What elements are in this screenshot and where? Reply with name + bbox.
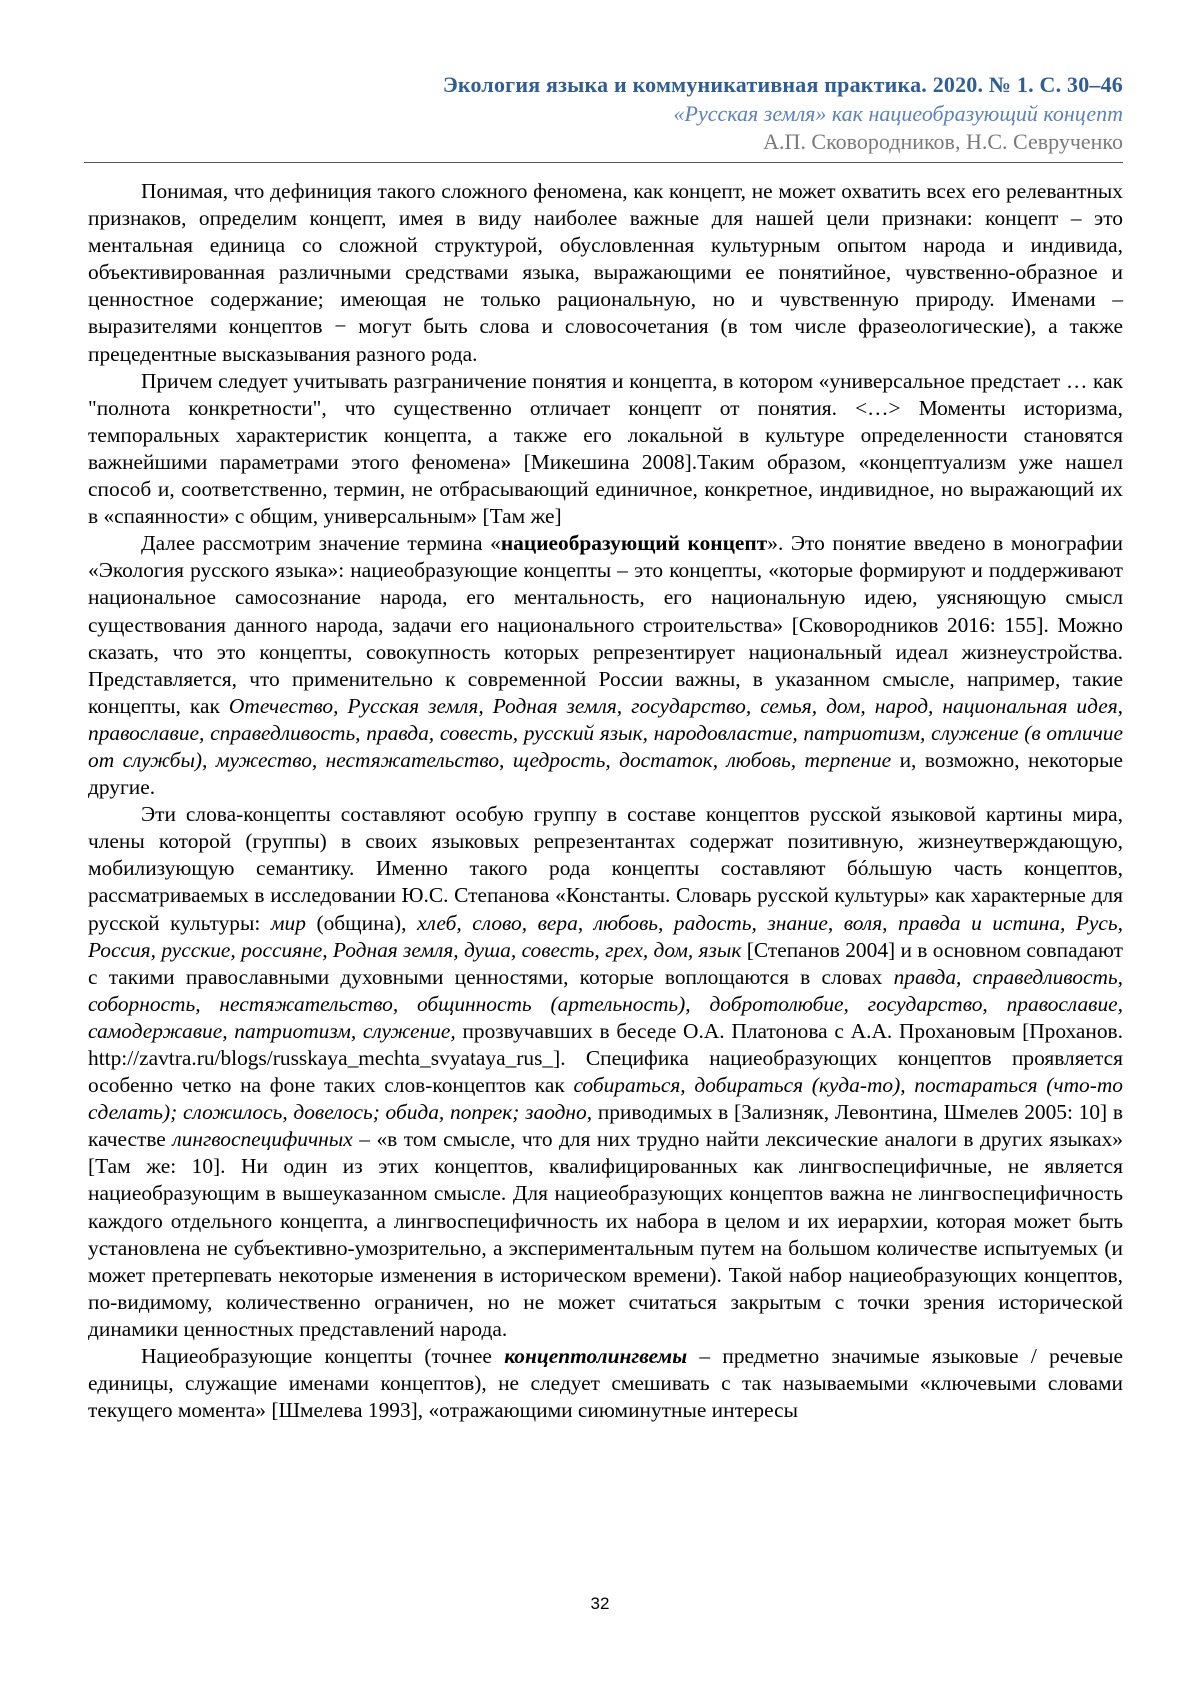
emphasized-term: концептолингвемы — [504, 1344, 688, 1369]
article-title: «Русская земля» как нациеобразующий концепт — [673, 101, 1123, 126]
text-run: (община), — [305, 910, 418, 935]
body-paragraph — [88, 530, 1123, 801]
text-run: Нациеобразующие концепты (точнее — [141, 1344, 505, 1369]
body-paragraph — [88, 1343, 1123, 1424]
emphasized-term: нациеобразующий концепт — [500, 531, 768, 556]
text-run: ». Это понятие введено в монографии «Экология русского языка»: нациеобразующие концепты – это концепты, «которые формируют и поддерживают национальное самосознание народа, его ментальность, его национальную идею, уясняющую смысл существования данного народа, задачи его национального строительства» [Сковородников 2016: 155]. Можно сказать, что это концепты, совокупность которых репрезентирует национальный идеал жизнеустройства. Представляется, что применительно к современной России важны, в указанном смысле, например, такие концепты, как — [88, 531, 1123, 718]
emphasized-term: любовь, радость, знание, воля, правда и истина, Русь, Россия, русские, россияне, Родная земля, душа, совесть, грех, дом, язык — [88, 910, 1123, 962]
article-authors: А.П. Сковородников, Н.С. Севрученко — [763, 129, 1123, 154]
text-run: , — [577, 910, 594, 935]
text-run: прозвучавших в беседе О.А. Платонова с А.А. Прохановым [Проханов. http://zavtra.ru/blogs/russkaya_mechta_svyataya_rus_]. Специфика нациеобразующих концептов проявляется особенно четко на фоне таких слов-концептов как — [88, 1018, 1124, 1098]
text-run: Понимая, что дефиниция такого сложного феномена, как концепт, не может охватить всех его релевантных признаков, определим концепт, имея в виду наиболее важные для нашей цели признаки: концепт – это ментальная единица со сложной структурой, обусловленная культурным опытом народа и индивида, объективированная различными средствами языка, выражающими ее понятийное, чувственно-образное и ценностное содержание; имеющая не только рациональную, но и чувственную природу. Именами – выразителями концептов − могут быть слова и словосочетания (в том числе фразеологические), а также прецедентные высказывания разного рода. — [88, 179, 1123, 366]
body-paragraph — [88, 178, 1123, 368]
text-run: и, возможно, некоторые другие. — [88, 747, 1123, 800]
emphasized-term: правда, справедливость, соборность, нестяжательство, общинность (артельность), добротолюбие, государство, православие, самодержавие, патриотизм, служение, — [88, 964, 1123, 1043]
body-paragraph — [88, 801, 1123, 1343]
emphasized-term: мир — [270, 910, 306, 935]
text-run: Эти слова-концепты составляют особую группу в составе концептов русской языковой картины мира, члены которой (группы) в своих языковых репрезентантах содержат позитивную, жизнеутверждающую, мобилизующую семантику. Именно такого рода концепты составляют бóльшую часть концептов, рассматриваемых в исследовании Ю.С. Степанова «Константы. Словарь русской культуры» как характерные для русской культуры: — [88, 802, 1123, 935]
article-body — [88, 178, 1123, 1424]
text-run: Причем следует учитывать разграничение понятия и концепта, в котором «универсальное предстает … как "полнота конкретности", что существенно отличает концепт от понятия. <…> Моменты историзма, темпоральных характеристик концепта, а также его локальной в культуре определенности становятся важнейшими параметрами этого феномена» [Микешина 2008].Таким образом, «концептуализм уже нашел способ и, соответственно, термин, не отбрасывающий единичное, конкретное, индивидное, но выражающий их в «спаянности» с общим, универсальным» [Там же] — [88, 368, 1123, 529]
text-run: Далее рассмотрим значение термина « — [141, 531, 501, 556]
body-paragraph — [88, 368, 1123, 531]
text-run: [Степанов 2004] и в основном совпадают с такими православными духовными ценностями, которые воплощаются в словах — [88, 937, 1123, 989]
page-number: 32 — [590, 1594, 610, 1613]
emphasized-term: хлеб, слово, вера — [417, 910, 578, 935]
emphasized-term: лингвоспецифичных — [172, 1127, 353, 1152]
emphasized-term: собираться, добираться (куда-то), постараться (что-то сделать); сложилось, довелось; обида, попрек; заодно, — [88, 1073, 1123, 1125]
text-run: – «в том смысле, что для них трудно найти лексические аналоги в других языках» [Там же: 10]. Ни один из этих концептов, квалифицированных как лингвоспецифичные, не является нациеобразующим в вышеуказанном смысле. Для нациеобразующих концептов важна не лингвоспецифичность каждого отдельного концепта, а лингвоспецифичность их набора в целом и их иерархии, которая может быть установлена не субъективно-умозрительно, а экспериментальным путем на большом количестве испытуемых (и может претерпевать некоторые изменения в историческом времени). Такой набор нациеобразующих концептов, по-видимому, количественно ограничен, но не может считаться закрытым с точки зрения исторической динамики ценностных представлений народа. — [88, 1127, 1124, 1341]
text-run: – предметно значимые языковые / речевые единицы, служащие именами концептов), не следует смешивать с так называемыми «ключевыми словами текущего момента» [Шмелева 1993], «отражающими сиюминутные интересы — [88, 1344, 1123, 1423]
journal-citation: Экология языка и коммуникативная практика. 2020. № 1. С. 30–46 — [442, 72, 1123, 97]
text-run: приводимых в [Зализняк, Левонтина, Шмелев 2005: 10] в качестве — [88, 1100, 1123, 1152]
running-header — [84, 70, 1123, 156]
emphasized-term: Отечество, Русская земля, Родная земля, государство, семья, дом, народ, национальная идея, православие, справедливость, правда, совесть, русский язык, народовластие, патриотизм, служение (в отличие от службы), мужество, нестяжательство, щедрость, достаток, любовь, терпение — [88, 693, 1123, 772]
header-divider — [84, 162, 1123, 163]
